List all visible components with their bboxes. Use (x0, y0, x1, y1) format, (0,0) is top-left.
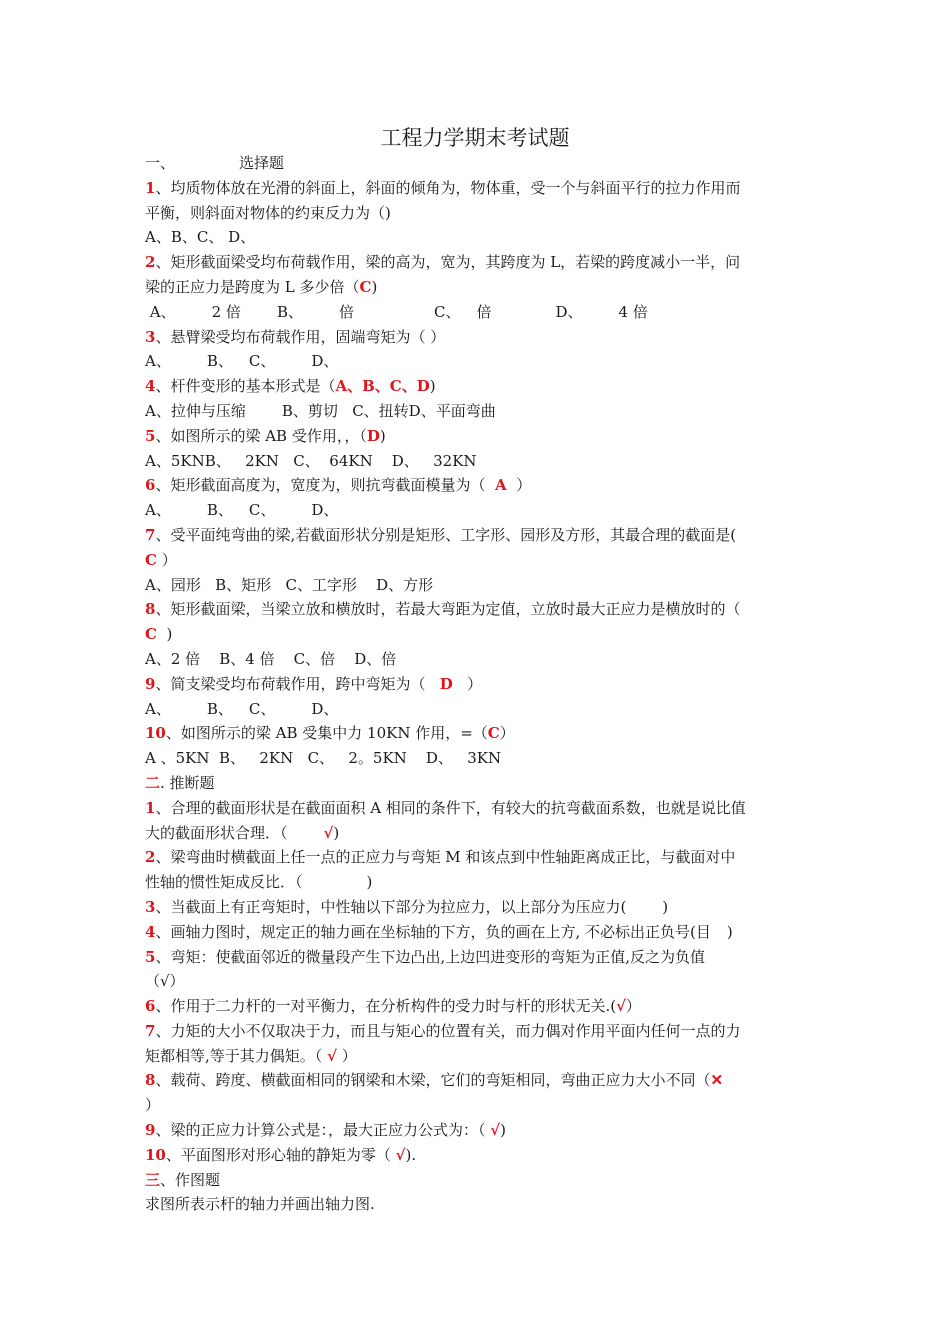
question-10: 10、如图所示的梁 AB 受集中力 10KN 作用，=（C） (145, 724, 515, 743)
judgment-5: 5、弯矩：使截面邻近的微量段产生下边凸出,上边凹进变形的弯矩为正值,反之为负值 (145, 947, 705, 966)
question-1: 1、均质物体放在光滑的斜面上，斜面的倾角为，物体重，受一个与斜面平行的拉力作用而 (145, 178, 741, 197)
question-7: 7、受平面纯弯曲的梁,若截面形状分别是矩形、工字形、园形及方形，其最合理的截面是( (145, 525, 737, 544)
judgment-8-cont: ） (145, 1096, 161, 1115)
judgment-1: 1、合理的截面形状是在截面面积 A 相同的条件下，有较大的抗弯截面系数，也就是说比值 (145, 798, 746, 817)
question-5-options: A、5KNB、 2KN C、 64KN D、 32KN (145, 451, 477, 470)
section-3-heading: 三、作图题 (145, 1170, 221, 1189)
question-5: 5、如图所示的梁 AB 受作用，，（D) (145, 426, 386, 445)
judgment-8: 8、载荷、跨度、横截面相同的钢梁和木梁，它们的弯矩相同，弯曲正应力大小不同（✕ (145, 1071, 724, 1090)
question-7-options: A、园形 B、矩形 C、工字形 D、方形 (145, 575, 434, 594)
section-1-heading: 一、 选择题 (145, 154, 285, 172)
question-9: 9、简支梁受均布荷载作用，跨中弯矩为（ D ） (145, 674, 483, 693)
question-6-options: A、 B、 C、 D、 (145, 501, 339, 520)
question-6: 6、矩形截面高度为，宽度为，则抗弯截面模量为（ A ） (145, 476, 532, 495)
question-2: 2、矩形截面梁受均布荷载作用，梁的高为，宽为，其跨度为 L，若梁的跨度减小一半，问 (145, 253, 741, 272)
question-8: 8、矩形截面梁，当梁立放和横放时，若最大弯距为定值，立放时最大正应力是横放时的（ (145, 600, 741, 619)
question-7-cont: C ） (145, 550, 177, 569)
document-title: 工程力学期末考试题 (380, 126, 570, 150)
question-1-cont: 平衡，则斜面对物体的约束反力为（) (145, 203, 391, 222)
judgment-9: 9、梁的正应力计算公式是：，最大正应力公式为：（ √) (145, 1121, 506, 1140)
judgment-10: 10、平面图形对形心轴的静矩为零（ √). (145, 1145, 417, 1164)
question-1-options: A、B、C、 D、 (145, 228, 256, 247)
judgment-2-cont: 性轴的惯性矩成反比．（ ) (145, 873, 373, 892)
judgment-2: 2、梁弯曲时横截面上任一点的正应力与弯矩 M 和该点到中性轴距离成正比，与截面对中 (145, 848, 736, 867)
judgment-3: 3、当截面上有正弯矩时，中性轴以下部分为拉应力，以上部分为压应力( ) (145, 897, 669, 916)
question-9-options: A、 B、 C、 D、 (145, 699, 339, 718)
question-4-options: A、拉伸与压缩 B、剪切 C、扭转D、平面弯曲 (145, 401, 496, 420)
question-3: 3、悬臂梁受均布荷载作用，固端弯矩为（ ） (145, 327, 446, 346)
question-10-options: A 、5KN B、 2KN C、 2。5KN D、 3KN (145, 749, 502, 768)
judgment-6: 6、作用于二力杆的一对平衡力，在分析构件的受力时与杆的形状无关.(√） (145, 997, 641, 1016)
question-4: 4、杆件变形的基本形式是（A、B、C、D) (145, 377, 436, 396)
section-3-text: 求图所表示杆的轴力并画出轴力图. (145, 1195, 375, 1214)
document-body (145, 151, 815, 1217)
question-8-options: A、2 倍 B、4 倍 C、倍 D、倍 (145, 649, 397, 668)
section-2-heading: 二. 推断题 (145, 773, 215, 792)
question-3-options: A、 B、 C、 D、 (145, 352, 339, 371)
judgment-4: 4、画轴力图时，规定正的轴力画在坐标轴的下方，负的画在上方, 不必标出正负号(目 ) (145, 922, 733, 941)
judgment-1-cont: 大的截面形状合理．（ √) (145, 823, 340, 842)
question-2-cont: 梁的正应力是跨度为 L 多少倍（C) (145, 277, 378, 296)
question-8-cont: C ) (145, 625, 173, 644)
judgment-7: 7、力矩的大小不仅取决于力，而且与矩心的位置有关，而力偶对作用平面内任何一点的力 (145, 1021, 741, 1040)
judgment-5-cont: （√） (145, 972, 185, 991)
question-2-options: A、 2 倍 B、 倍 C、 倍 D、 4 倍 (149, 302, 648, 321)
judgment-7-cont: 矩都相等,等于其力偶矩。（ √ ） (145, 1046, 357, 1065)
